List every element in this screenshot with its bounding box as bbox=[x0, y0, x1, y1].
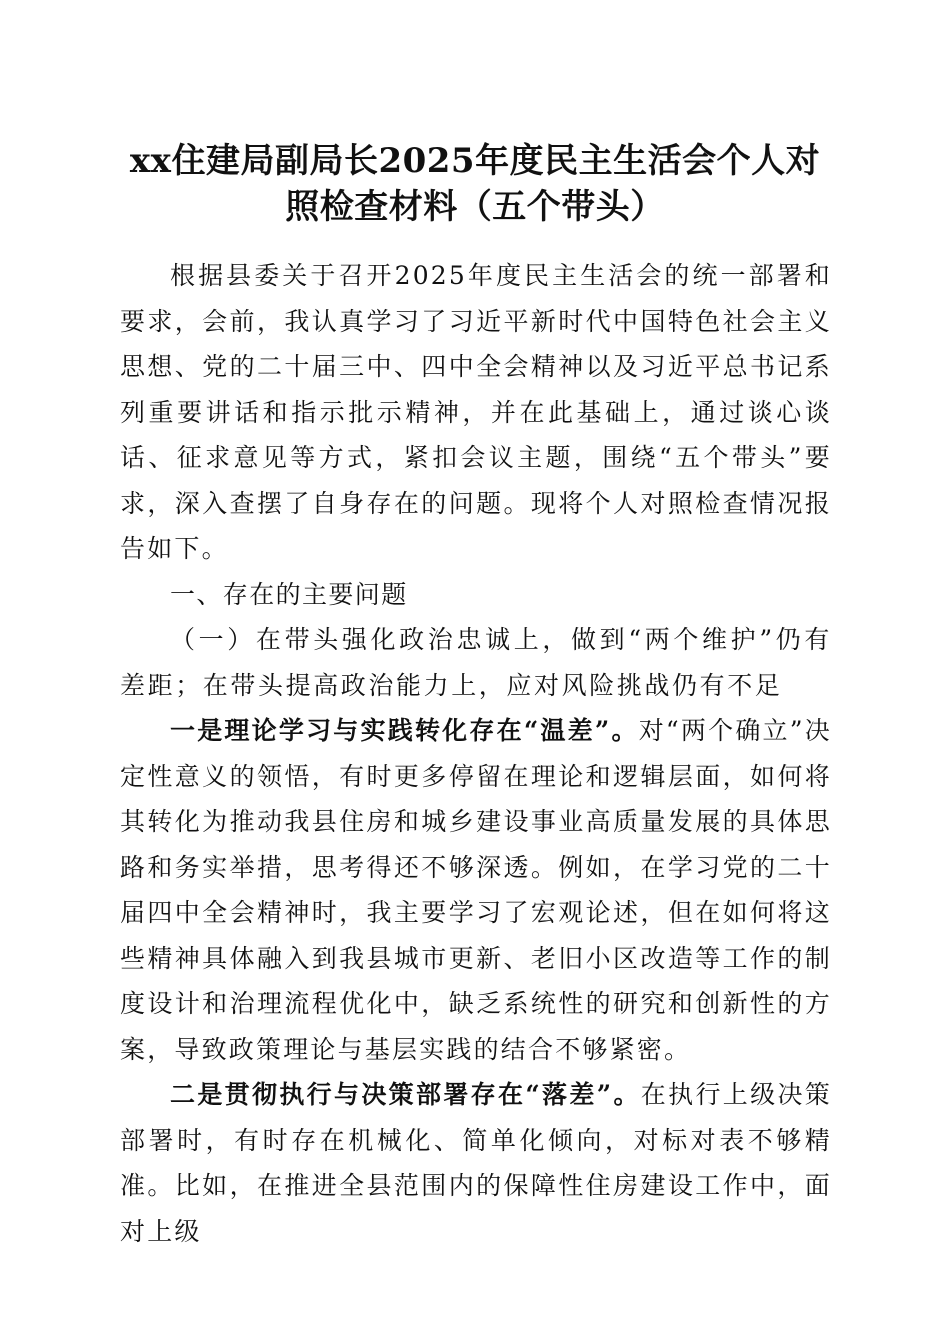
point-paragraph-2 bbox=[120, 1072, 832, 1254]
subsection-heading: （一）在带头强化政治忠诚上，做到“两个维护”仍有差距；在带头提高政治能力上，应对风险挑战仍有不足 bbox=[120, 625, 832, 700]
document-body bbox=[120, 253, 832, 1254]
point-2-body: 在执行上级决策部署时，有时存在机械化、简单化倾向，对标对表不够精准。比如，在推进全县范围内的保障性住房建设工作中，面对上级 bbox=[120, 1080, 832, 1246]
title-line-1: xx住建局副局长2025年度民主生活会个人对 bbox=[129, 141, 821, 181]
point-paragraph-1 bbox=[120, 708, 832, 1072]
title-line-2: 照检查材料（五个带头） bbox=[285, 187, 665, 227]
intro-paragraph: 根据县委关于召开2025年度民主生活会的统一部署和要求，会前，我认真学习了习近平新时代中国特色社会主义思想、党的二十届三中、四中全会精神以及习近平总书记系列重要讲话和指示批示精神，并在此基础上，通过谈心谈话、征求意见等方式，紧扣会议主题，围绕“五个带头”要求，深入查摆了自身存在的问题。现将个人对照检查情况报告如下。 bbox=[120, 261, 832, 563]
point-1-body: 对“两个确立”决定性意义的领悟，有时更多停留在理论和逻辑层面，如何将其转化为推动我县住房和城乡建设事业高质量发展的具体思路和务实举措，思考得还不够深透。例如，在学习党的二十届四中全会精神时，我主要学习了宏观论述，但在如何将这些精神具体融入到我县城市更新、老旧小区改造等工作的制度设计和治理流程优化中，缺乏系统性的研究和创新性的方案，导致政策理论与基层实践的结合不够紧密。 bbox=[120, 716, 832, 1064]
point-2-lead: 二是贯彻执行与决策部署存在“落差”。 bbox=[170, 1080, 641, 1109]
document-title bbox=[100, 138, 850, 230]
section-heading: 一、存在的主要问题 bbox=[170, 579, 408, 609]
point-1-lead: 一是理论学习与实践转化存在“温差”。 bbox=[170, 716, 639, 745]
